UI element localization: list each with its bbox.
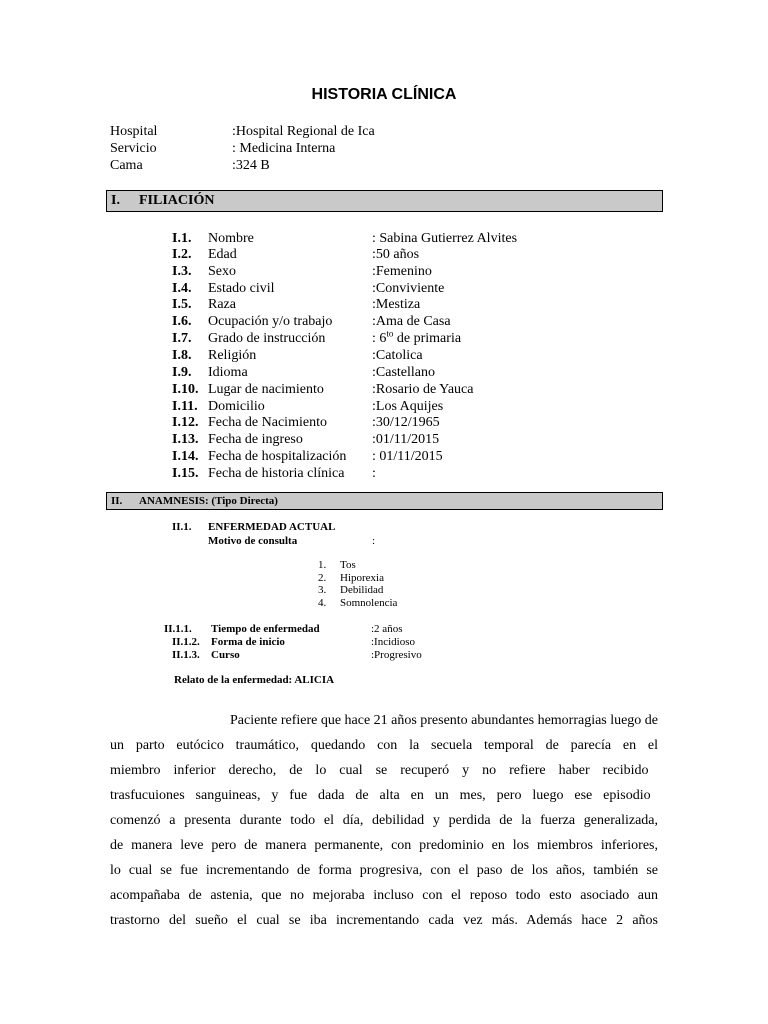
item-number: I.7. xyxy=(172,331,192,346)
item-label: Ocupación y/o trabajo xyxy=(208,314,333,329)
item-value: :Femenino xyxy=(372,264,432,279)
paragraph-line xyxy=(110,733,658,758)
paragraph-line-text: comenzó a presenta durante todo el día, debilidad y perdida de la fuerza generalizada, xyxy=(110,813,658,828)
item-value: :Conviviente xyxy=(372,281,445,296)
header-label: Cama xyxy=(110,158,143,173)
item-value: :01/11/2015 xyxy=(372,432,440,447)
item-value: :Los Aquijes xyxy=(372,399,444,414)
item-label: Sexo xyxy=(208,264,236,279)
tiempo-label: Tiempo de enfermedad xyxy=(211,623,320,635)
relato-paragraph xyxy=(110,708,658,933)
section-title: FILIACIÓN xyxy=(139,193,215,208)
relato-label: Relato de la enfermedad: ALICIA xyxy=(174,674,335,686)
value-prefix: : 6 xyxy=(372,331,387,346)
item-value: : 01/11/2015 xyxy=(372,449,443,464)
header-value: :324 B xyxy=(232,158,270,173)
item-value xyxy=(372,330,461,347)
item-number: I.14. xyxy=(172,449,199,464)
motivo-item-text: Tos xyxy=(340,559,356,571)
tiempo-number: II.1.2. xyxy=(172,636,200,648)
item-value: :Castellano xyxy=(372,365,435,380)
subsection-title: ENFERMEDAD ACTUAL xyxy=(208,521,336,533)
tiempo-value: :Incidioso xyxy=(371,636,415,648)
motivo-label: Motivo de consulta xyxy=(208,535,298,547)
item-number: I.9. xyxy=(172,365,192,380)
item-number: I.15. xyxy=(172,466,199,481)
subsection-number: II.1. xyxy=(172,521,192,533)
paragraph-line xyxy=(110,783,658,808)
tiempo-number: II.1.3. xyxy=(172,649,200,661)
tiempo-label: Forma de inicio xyxy=(211,636,285,648)
paragraph-line-text: trastorno del sueño el cual se iba incrementando cada vez más. Además hace 2 años xyxy=(110,913,658,928)
motivo-item-text: Debilidad xyxy=(340,584,384,596)
item-number: I.2. xyxy=(172,247,192,262)
item-number: I.10. xyxy=(172,382,199,397)
paragraph-line-text: Paciente refiere que hace 21 años presento abundantes hemorragias luego de xyxy=(230,713,658,728)
tiempo-value: :2 años xyxy=(371,623,403,635)
item-value: :Mestiza xyxy=(372,297,421,312)
section-heading-filiacion xyxy=(106,190,663,212)
header-value: : Medicina Interna xyxy=(232,141,336,156)
item-label: Edad xyxy=(208,247,237,262)
paragraph-line xyxy=(110,858,658,883)
paragraph-line xyxy=(110,758,658,783)
item-value: :Ama de Casa xyxy=(372,314,451,329)
paragraph-line-text: de manera leve pero de manera permanente, con predominio en los miembros inferiores, xyxy=(110,838,658,853)
item-value: : Sabina Gutierrez Alvites xyxy=(372,231,518,246)
item-label: Estado civil xyxy=(208,281,275,296)
tiempo-label: Curso xyxy=(211,649,240,661)
paragraph-line xyxy=(110,908,658,933)
item-number: I.5. xyxy=(172,297,192,312)
paragraph-line xyxy=(110,833,658,858)
section-number: II. xyxy=(111,495,123,507)
item-label: Fecha de Nacimiento xyxy=(208,415,327,430)
item-number: I.12. xyxy=(172,415,199,430)
item-value: :30/12/1965 xyxy=(372,415,440,430)
item-value: : xyxy=(372,466,376,481)
item-number: I.3. xyxy=(172,264,192,279)
item-label: Fecha de ingreso xyxy=(208,432,303,447)
item-label: Domicilio xyxy=(208,399,265,414)
item-value: :Catolica xyxy=(372,348,423,363)
item-number: I.8. xyxy=(172,348,192,363)
item-label: Lugar de nacimiento xyxy=(208,382,324,397)
section-heading-anamnesis xyxy=(106,492,663,510)
item-label: Idioma xyxy=(208,365,248,380)
value-suffix: de primaria xyxy=(393,331,462,346)
item-value: :50 años xyxy=(372,247,420,262)
paragraph-line xyxy=(110,883,658,908)
item-value: :Rosario de Yauca xyxy=(372,382,474,397)
item-label: Nombre xyxy=(208,231,254,246)
item-label: Fecha de historia clínica xyxy=(208,466,345,481)
item-number: I.4. xyxy=(172,281,192,296)
motivo-item-number: 1. xyxy=(318,559,327,571)
section-title: ANAMNESIS: (Tipo Directa) xyxy=(139,495,278,507)
header-label: Servicio xyxy=(110,141,157,156)
motivo-item-number: 3. xyxy=(318,584,327,596)
item-number: I.11. xyxy=(172,399,198,414)
page-title: HISTORIA CLÍNICA xyxy=(311,86,457,103)
paragraph-line-text: miembro inferior derecho, de lo cual se recuperó y no refiere haber recibido xyxy=(110,763,649,778)
item-number: I.13. xyxy=(172,432,199,447)
header-label: Hospital xyxy=(110,124,158,139)
item-label: Religión xyxy=(208,348,257,363)
motivo-item-number: 2. xyxy=(318,572,327,584)
motivo-item-text: Somnolencia xyxy=(340,597,398,609)
paragraph-line-text: acompañaba de astenia, que no mejoraba incluso con el reposo todo esto asociado aun xyxy=(110,888,658,903)
section-number: I. xyxy=(111,193,120,208)
item-label: Grado de instrucción xyxy=(208,331,326,346)
tiempo-number: II.1.1. xyxy=(164,623,192,635)
item-label: Fecha de hospitalización xyxy=(208,449,347,464)
motivo-colon: : xyxy=(372,535,376,547)
paragraph-line xyxy=(110,808,658,833)
paragraph-line-text: trasfucuiones sanguineas, y fue dada de alta en un mes, pero luego ese episodio xyxy=(110,788,651,803)
header-value: :Hospital Regional de Ica xyxy=(232,124,375,139)
item-number: I.6. xyxy=(172,314,192,329)
paragraph-line xyxy=(110,708,658,733)
item-label: Raza xyxy=(208,297,236,312)
item-number: I.1. xyxy=(172,231,192,246)
motivo-item-text: Hiporexia xyxy=(340,572,384,584)
paragraph-line-text: un parto eutócico traumático, quedando con la secuela temporal de parecía en el xyxy=(110,738,658,753)
paragraph-line-text: lo cual se fue incrementando de forma progresiva, con el paso de los años, también se xyxy=(110,863,658,878)
motivo-item-number: 4. xyxy=(318,597,327,609)
value-superscript: to xyxy=(386,328,394,339)
tiempo-value: :Progresivo xyxy=(371,649,422,661)
